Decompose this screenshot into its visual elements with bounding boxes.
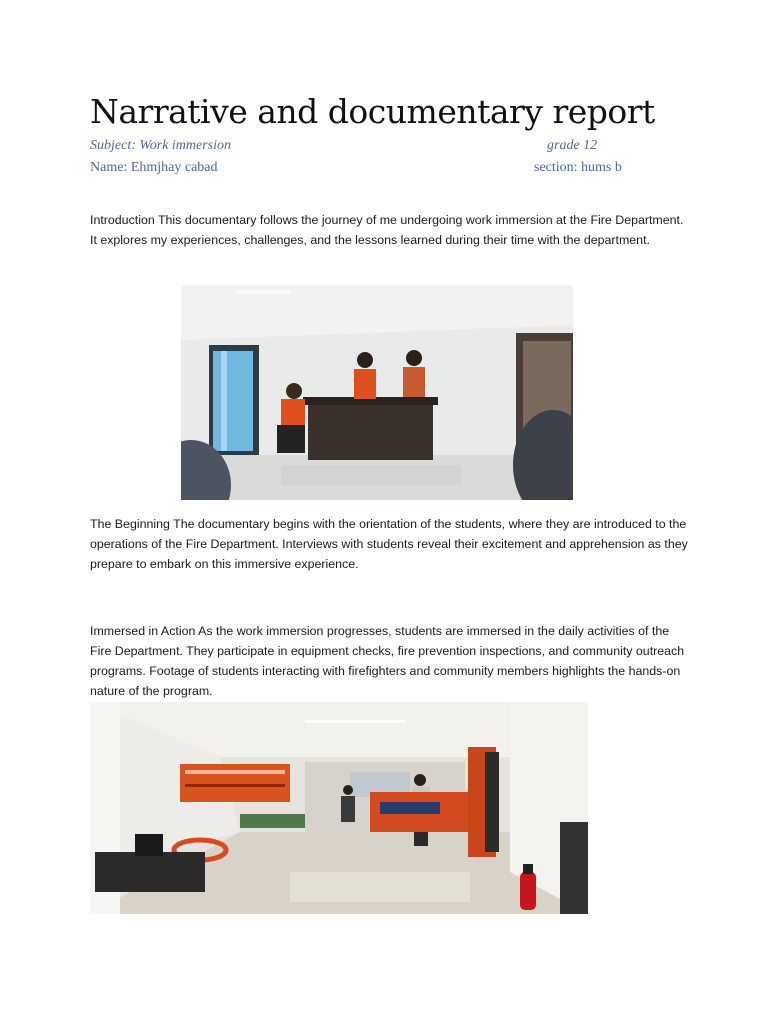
orientation-photo [181,285,573,500]
equipment-room-illustration [90,702,588,914]
introduction-paragraph: Introduction This documentary follows the journey of me undergoing work immersion at the Fire Department. It explores my experiences, challenges, and the lessons learned during their time with the department. [90,213,684,247]
subject-line: Subject: Work immersion [90,138,232,153]
equipment-room-photo [90,702,588,914]
orientation-photo-illustration [181,285,573,500]
document-title: Narrative and documentary report [90,92,655,131]
beginning-paragraph: The Beginning The documentary begins with the orientation of the students, where they are introduced to the operations of the Fire Department. Interviews with students reveal their excitement and apprehension as they prepare to embark on this immersive experience. [90,517,688,571]
grade-line: grade 12 [547,138,598,153]
immersed-paragraph: Immersed in Action As the work immersion progresses, students are immersed in the daily activities of the Fire Department. They participate in equipment checks, fire prevention inspections, and community outreach programs. Footage of students interacting with firefighters and community members highlights the hands-on nature of the program. [90,624,685,698]
name-line: Name: Ehmjhay cabad [90,160,218,175]
section-line: section: hums b [534,160,622,175]
